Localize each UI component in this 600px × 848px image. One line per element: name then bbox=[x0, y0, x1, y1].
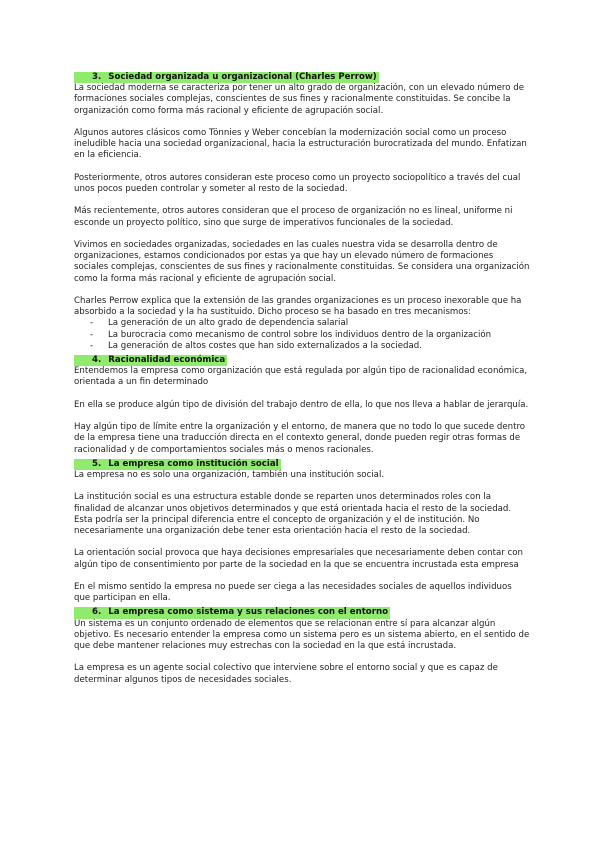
section-heading: 3. Sociedad organizada u organizacional (Charles Perrow) bbox=[74, 72, 379, 83]
paragraph: Algunos autores clásicos como Tönnies y Weber concebían la modernización social como un proceso ineludible hacia una sociedad organizacional, hacia la estructuración burocratizada del mundo. Enfatizan en la eficiencia. bbox=[74, 128, 527, 161]
paragraph: Más recientemente, otros autores consideran que el proceso de organización no es lineal, uniforme ni esconde un proyecto político, sino que surge de imperativos funcionales de la sociedad. bbox=[74, 206, 513, 228]
paragraph: La orientación social provoca que haya decisiones empresariales que necesariamente deben contar con algún tipo de consentimiento por parte de la sociedad en la que se encuentra incrustada esta empresa bbox=[74, 548, 523, 570]
paragraph: Un sistema es un conjunto ordenado de elementos que se relacionan entre sí para alcanzar algún objetivo. Es necesario entender la empresa como un sistema pero es un sistema abierto, en el sentido de que debe mantener relaciones muy estrechas con la sociedad en la que está incrustada. bbox=[74, 618, 530, 651]
paragraph: La empresa es un agente social colectivo que interviene sobre el entorno social y que es capaz de determinar algunos tipos de necesidades sociales. bbox=[74, 663, 498, 685]
paragraph: Entendemos la empresa como organización que está regulada por algún tipo de racionalidad económica, orientada a un fin determinado bbox=[74, 366, 528, 388]
list-item: - La generación de un alto grado de dependencia salarial bbox=[90, 318, 530, 329]
list-item: - La generación de altos costes que han sido externalizados a la sociedad. bbox=[90, 341, 530, 352]
paragraph: La empresa no es solo una organización, también una institución social. bbox=[74, 470, 385, 480]
paragraph: Vivimos en sociedades organizadas, sociedades en las cuales nuestra vida se desarrolla dentro de organizaciones, estamos condicionados por estas ya que hay un elevado número de formaciones sociales complejas, conscientes de sus fines y racionalmente constituidas. Se considera una organización como la forma más racional y eficiente de agrupación social. bbox=[74, 239, 530, 284]
section-6 bbox=[74, 607, 530, 618]
paragraph: En ella se produce algún tipo de división del trabajo dentro de ella, lo que nos lleva a hablar de jerarquía. bbox=[74, 399, 529, 410]
section-3 bbox=[74, 72, 530, 83]
paragraph: La sociedad moderna se caracteriza por tener un alto grado de organización, con un elevado número de formaciones sociales complejas, conscientes de sus fines y racionalmente constituidas. Se concibe la organización como forma más racional y eficiente de agrupación social. bbox=[74, 83, 524, 116]
paragraph: Posteriormente, otros autores consideran este proceso como un proyecto sociopolítico a través del cual unos pocos pueden controlar y someter al resto de la sociedad. bbox=[74, 172, 521, 194]
section-4 bbox=[74, 355, 530, 366]
paragraph: Charles Perrow explica que la extensión de las grandes organizaciones es un proceso inexorable que ha absorbido a la sociedad y la ha sustituido. Dicho proceso se ha basado en tres mecanismos: bbox=[74, 295, 522, 318]
section-heading: 4. Racionalidad económica bbox=[74, 355, 227, 366]
mechanisms-list bbox=[74, 318, 530, 352]
section-5 bbox=[74, 459, 530, 470]
document-page bbox=[74, 72, 530, 686]
section-heading: 6. La empresa como sistema y sus relaciones con el entorno bbox=[74, 607, 390, 618]
paragraph: Hay algún tipo de límite entre la organización y el entorno, de manera que no todo lo que sucede dentro de la empresa tiene una traducción directa en el contexto general, donde pueden regir otras formas de racionalidad y de comportamientos sociales más o menos racionales. bbox=[74, 422, 526, 455]
paragraph: La institución social es una estructura estable donde se reparten unos determinados roles con la finalidad de alcanzar unos objetivos determinados y que está orientada hacia el resto de la sociedad. Esta podría ser la principal diferencia entre el concepto de organización y el de institución. No necesariamente una organización debe tener esta orientación hacia el resto de la sociedad. bbox=[74, 492, 512, 536]
list-item: - La burocracia como mecanismo de control sobre los individuos dentro de la organización bbox=[90, 330, 530, 341]
paragraph: En el mismo sentido la empresa no puede ser ciega a las necesidades sociales de aquellos individuos que participan en ella. bbox=[74, 581, 512, 604]
section-heading: 5. La empresa como institución social bbox=[74, 459, 281, 470]
